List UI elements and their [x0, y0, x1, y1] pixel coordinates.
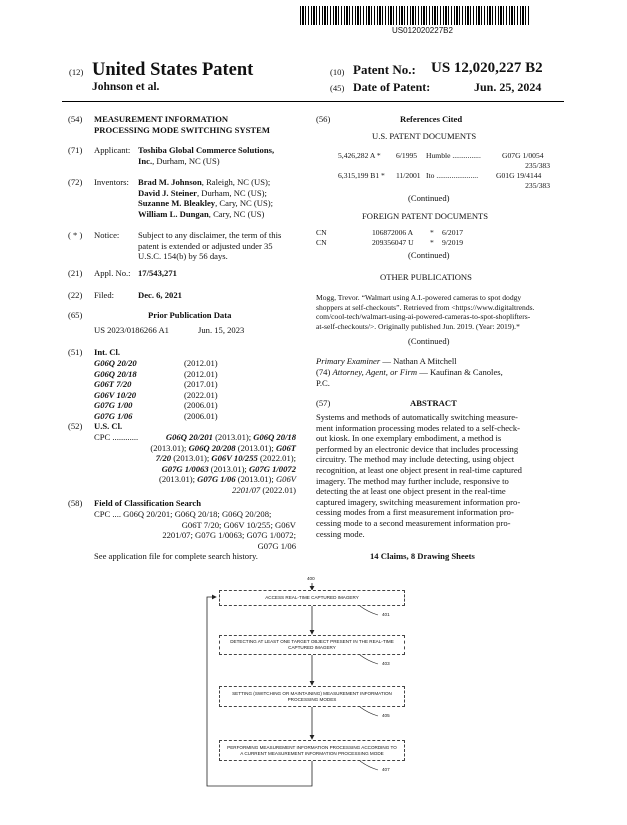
field-line: G06T 7/20; G06V 10/255; G06V [181, 519, 296, 530]
appl-number: 17/543,271 [138, 268, 177, 278]
flow-step-text: DETECTING AT LEAST ONE TARGET OBJECT PRESENT IN THE REAL-TIME CAPTURED IMAGERY [230, 639, 394, 650]
doc-class-2: 235/383 [525, 180, 550, 190]
flow-step-text: SETTING (SWITCHING OR MAINTAINING) MEASUREMENT INFORMATION PROCESSING MODES [232, 690, 392, 702]
cpc-segment: (2013.01); [158, 474, 198, 485]
inventor-location: , Durham, NC (US); [196, 187, 267, 198]
flow-step-perform-processing [219, 740, 405, 761]
doc-number: 209356047 U [372, 238, 414, 247]
refs-heading: References Cited [400, 114, 463, 124]
flow-step-ref: 401 [382, 612, 390, 617]
intcl-code-value: G06T 7/20 [94, 379, 132, 390]
abstract-line: captured imagery, switching measurement information pro- [316, 496, 521, 507]
inventor-name: David J. Steiner [138, 187, 197, 198]
see-application: See application file for complete search history. [94, 551, 258, 561]
intcl-code-value: G06Q 20/20 [94, 358, 137, 368]
other-pubs-continued: (Continued) [408, 336, 450, 346]
cpc-segment: G06T [275, 442, 296, 453]
inventor-name: William L. Dungan [138, 208, 209, 219]
cpc-segment: (2013.01); [235, 474, 276, 485]
doc-date: 6/1995 [396, 151, 418, 160]
notice-label: Notice: [94, 230, 120, 240]
intcl-heading: Int. Cl. [94, 347, 121, 357]
examiner-label: Primary Examiner [316, 356, 381, 366]
other-pub-line: shoppers at self-checkouts”. Retrieved from <https://www.digitaltrends. [316, 302, 535, 312]
doc-name: Humble ............... [426, 151, 481, 160]
flow-step-set-modes [219, 686, 405, 707]
flow-step-ref: 407 [382, 767, 390, 772]
other-pub-line: at-self-checkouts/>. Originally published Jun. 2019. (Year: 2019).* [316, 321, 520, 331]
filed-label: Filed: [94, 290, 115, 300]
inventor-name: Brad M. Johnson [138, 177, 202, 187]
barcode-number: US012020227B2 [392, 26, 453, 35]
applicant-name: Toshiba Global Commerce Solutions, [138, 145, 275, 155]
intcl-code: (51) [68, 347, 83, 357]
appl-code: (21) [68, 268, 83, 278]
attorney-name: — Kaufinan & Canoles, [419, 367, 503, 377]
cpc-segment: G06Q 20/201 [165, 432, 213, 442]
intcl-code-value: G07G 1/00 [94, 400, 133, 411]
intcl-date: (2017.01) [184, 379, 218, 390]
cpc-segment: (2013.01); [235, 442, 276, 453]
intcl-date: (2012.01) [184, 368, 218, 379]
applicant-name-2: Inc. [138, 156, 153, 166]
abstract-line: imagery. The method may further include, responsive to [316, 475, 509, 486]
abstract-line: recognition, at least one object present in real-time captured [316, 464, 522, 475]
intcl-date: (2006.01) [184, 410, 218, 421]
inventor-location: , Cary, NC (US); [215, 198, 274, 209]
uscl-heading: U.S. Cl. [94, 421, 123, 431]
figure-ref-main: 400 [307, 576, 315, 581]
patent-no-code: (10) [330, 67, 345, 77]
prior-heading: Prior Publication Data [148, 310, 232, 320]
abstract-line: cessing mode to a second measurement information pro- [316, 517, 511, 528]
other-pub-line: com/cool-tech/walmart-using-ai-powered-cameras-to-spot-shoplifters- [316, 312, 531, 322]
abstract-code: (57) [316, 398, 331, 408]
flow-step-access-imagery [219, 590, 405, 606]
intcl-code-value: G06V 10/20 [94, 389, 137, 400]
cited-by-examiner-mark: * [430, 238, 434, 247]
intcl-date: (2006.01) [184, 400, 218, 411]
us-docs-heading: U.S. PATENT DOCUMENTS [372, 131, 477, 141]
flow-step-text: ACCESS REAL-TIME CAPTURED IMAGERY [265, 595, 359, 600]
doc-type-code: (12) [69, 67, 84, 77]
abstract-line: Systems and methods of automatically switching measure- [316, 412, 518, 422]
applicant-label: Applicant: [94, 145, 131, 155]
date-label: Date of Patent: [353, 80, 431, 94]
notice-code: ( * ) [68, 230, 83, 240]
cpc-segment: 2201/07 [232, 484, 261, 495]
date-code: (45) [330, 83, 345, 93]
uscl-code: (52) [68, 421, 83, 431]
prior-pub: US 2023/0186266 A1 [94, 325, 169, 335]
foreign-docs-continued: (Continued) [408, 250, 450, 260]
title-line-1: MEASUREMENT INFORMATION [94, 114, 229, 124]
inventors-code: (72) [68, 177, 83, 187]
other-pubs-heading: OTHER PUBLICATIONS [380, 272, 472, 282]
cpc-label: CPC ............ [94, 432, 139, 442]
intcl-date: (2022.01) [184, 389, 218, 400]
notice-line: patent is extended or adjusted under 35 [138, 240, 273, 251]
cpc-segment: (2022.01) [260, 484, 296, 495]
doc-number: 106872006 A [372, 228, 414, 237]
doc-number: 6,315,199 B1 * [338, 171, 385, 180]
patent-date: Jun. 25, 2024 [474, 80, 542, 94]
cpc-segment: (2013.01); [171, 453, 212, 464]
doc-class: G07G 1/0054 [502, 151, 544, 160]
doc-date: 6/2017 [442, 228, 464, 237]
applicant-location: , Durham, NC (US) [152, 156, 220, 166]
notice-line: U.S.C. 154(b) by 56 days. [138, 251, 228, 262]
doc-class: G01G 19/4144 [496, 171, 542, 180]
cpc-segment: G06Q 20/18 [253, 432, 296, 442]
cpc-segment: 7/20 [155, 453, 172, 464]
notice-line: Subject to any disclaimer, the term of this [138, 230, 282, 240]
field-code: (58) [68, 498, 83, 508]
filed-date: Dec. 6, 2021 [138, 290, 182, 300]
field-line: G07G 1/06 [257, 540, 296, 551]
attorney-code: (74) [316, 367, 331, 377]
title-code: (54) [68, 114, 83, 124]
cpc-segment: G07G 1/0063 [161, 463, 209, 474]
country-code: CN [316, 228, 327, 237]
abstract-line: detecting the at least one object present in the real-time [316, 486, 506, 497]
us-docs-continued: (Continued) [408, 193, 450, 203]
country-code: CN [316, 238, 327, 247]
abstract-line: out kiosk. In one exemplary embodiment, a method is [316, 433, 502, 444]
filed-code: (22) [68, 290, 83, 300]
refs-code: (56) [316, 114, 331, 124]
cpc-segment: (2013.01); [208, 463, 249, 474]
attorney-label: Attorney, Agent, or Firm [332, 367, 418, 377]
abstract-line: performed by an electronic device that includes processing [316, 443, 519, 454]
flow-step-text: PERFORMING MEASUREMENT INFORMATION PROCESSING ACCORDING TO A CURRENT MEASUREMENT INFORMATION PROCESSING MODE [227, 744, 397, 756]
cpc-segment: (2013.01); [212, 432, 254, 442]
intcl-date: (2012.01) [184, 358, 218, 368]
field-line: CPC .... G06Q 20/201; G06Q 20/18; G06Q 20/208; [94, 509, 272, 519]
other-pub-line: Mogg, Trevor. “Walmart using A.I.-powered cameras to spot dodgy [316, 293, 522, 302]
examiner-name: — Nathan A Mitchell [382, 356, 457, 366]
attorney-name-2: P.C. [316, 378, 330, 388]
inventors-label: Inventors: [94, 177, 129, 187]
doc-number: 5,426,282 A * [338, 151, 381, 160]
cpc-segment: G06V 10/255 [211, 453, 258, 464]
inventor-short: Johnson et al. [92, 81, 160, 93]
applicant-code: (71) [68, 145, 83, 155]
cpc-segment: G06Q 20/208 [188, 442, 236, 453]
inventor-name: Suzanne M. Bleakley [138, 198, 216, 209]
patent-number: US 12,020,227 B2 [431, 60, 543, 76]
flow-step-detect-object [219, 635, 405, 655]
prior-code: (65) [68, 310, 83, 320]
doc-name: Ito ...................... [426, 171, 479, 180]
flow-step-ref: 403 [382, 661, 390, 666]
cpc-segment: G07G 1/0072 [248, 463, 296, 474]
intcl-code-value: G07G 1/06 [94, 410, 133, 421]
cpc-segment: (2013.01); [150, 442, 189, 453]
inventor-location: , Cary, NC (US) [208, 208, 265, 219]
cpc-segment: G07G 1/06 [197, 474, 236, 485]
title-line-2: PROCESSING MODE SWITCHING SYSTEM [94, 125, 270, 135]
abstract-line: circuitry. The method may include detecting, using object [316, 454, 515, 465]
cpc-segment: (2022.01); [257, 453, 296, 464]
abstract-line: cessing mode. [316, 528, 365, 539]
cited-by-examiner-mark: * [430, 228, 434, 237]
doc-class-2: 235/383 [525, 160, 550, 170]
inventor-location: , Raleigh, NC (US); [201, 177, 271, 187]
doc-date: 11/2001 [396, 171, 421, 180]
abstract-line: ment information processing modes related to a self-check- [316, 422, 521, 433]
field-line: 2201/07; G07G 1/0063; G07G 1/0072; [162, 530, 296, 541]
field-heading: Field of Classification Search [94, 498, 202, 508]
abstract-line: cessing modes from a first measurement information pro- [316, 507, 514, 518]
prior-date: Jun. 15, 2023 [198, 325, 245, 335]
patent-no-label: Patent No.: [353, 62, 416, 77]
appl-label: Appl. No.: [94, 268, 131, 278]
abstract-heading: ABSTRACT [410, 398, 457, 408]
doc-date: 9/2019 [442, 238, 464, 247]
intcl-code-value: G06Q 20/18 [94, 368, 137, 379]
flow-step-ref: 405 [382, 713, 390, 718]
cpc-segment: G06V [275, 474, 296, 485]
claims-count: 14 Claims, 8 Drawing Sheets [370, 551, 475, 561]
foreign-docs-heading: FOREIGN PATENT DOCUMENTS [362, 211, 489, 221]
doc-type: United States Patent [92, 60, 254, 80]
